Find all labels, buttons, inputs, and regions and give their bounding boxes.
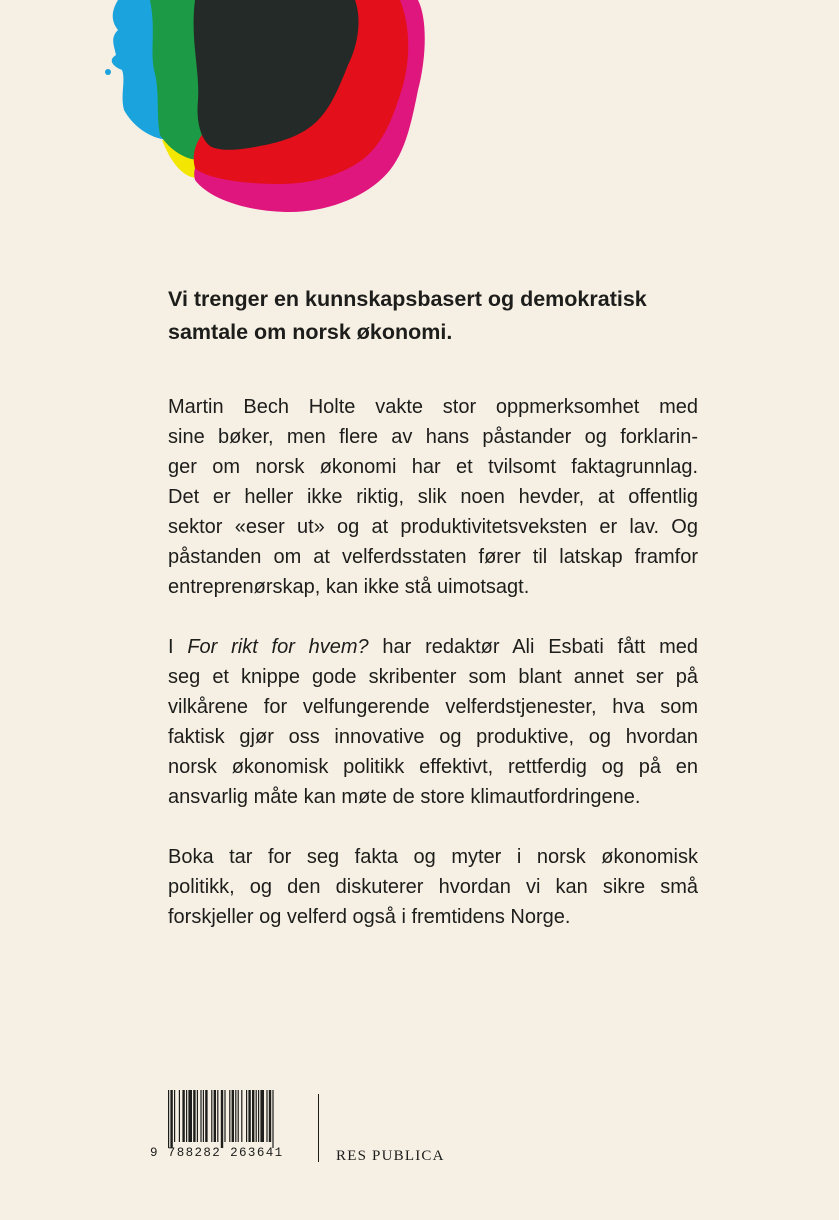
- paragraph-line: faktisk gjør oss innovative og produktive, og hvordan: [168, 726, 698, 748]
- barcode-bar: [269, 1090, 271, 1142]
- paragraph-line: forskjeller og velferd også i fremtidens Norge.: [168, 906, 571, 928]
- barcode-bar: [238, 1090, 239, 1142]
- barcode-bar: [168, 1090, 169, 1148]
- paragraph-line: [168, 632, 698, 662]
- barcode-bar: [211, 1090, 212, 1142]
- publisher-divider: [318, 1094, 319, 1162]
- barcode-bars: [150, 1090, 310, 1148]
- paragraph-line: seg et knippe gode skribenter som blant annet ser på: [168, 666, 698, 688]
- isbn-digits: 9 788282 263641: [150, 1146, 284, 1160]
- barcode-bar: [188, 1090, 192, 1142]
- paragraph-line: politikk, og den diskuterer hvordan vi kan sikre små: [168, 876, 698, 898]
- lead-text: [168, 283, 698, 349]
- paragraph-line: Martin Bech Holte vakte stor oppmerksomhet med: [168, 396, 698, 418]
- barcode-bar: [217, 1090, 218, 1142]
- paragraph-line: ansvarlig måte kan møte de store klimautfordringene.: [168, 786, 641, 808]
- barcode-bar: [193, 1090, 195, 1142]
- barcode-bar: [174, 1090, 175, 1142]
- barcode-bar: [260, 1090, 264, 1142]
- barcode-bar: [186, 1090, 187, 1142]
- barcode-bar: [241, 1090, 242, 1142]
- barcode-bar: [229, 1090, 230, 1142]
- barcode-bar: [197, 1090, 198, 1142]
- barcode-bar: [214, 1090, 216, 1142]
- paragraph-line: norsk økonomisk politikk effektivt, rettferdig og på en: [168, 756, 698, 778]
- paragraph-line: vilkårene for velfungerende velferdstjenester, hva som: [168, 696, 698, 718]
- paragraph-line: entreprenørskap, kan ikke stå uimotsagt.: [168, 576, 530, 598]
- barcode-bar: [256, 1090, 257, 1142]
- back-cover-text: [168, 283, 698, 932]
- barcode-bar: [200, 1090, 201, 1142]
- barcode-bar: [246, 1090, 247, 1142]
- barcode-bar: [272, 1090, 273, 1148]
- lead-line: Vi trenger en kunnskapsbasert og demokratisk: [168, 287, 647, 311]
- isbn-barcode: [150, 1090, 310, 1170]
- barcode-bar: [221, 1090, 223, 1148]
- paragraph-1: [168, 392, 698, 602]
- paragraph-line: påstanden om at velferdsstaten fører til latskap framfor: [168, 546, 698, 568]
- paragraph-3: [168, 842, 698, 932]
- paragraph-line: sine bøker, men flere av hans påstander og forklarin-: [168, 426, 698, 448]
- paragraph-2: [168, 632, 698, 812]
- barcode-bar: [266, 1090, 267, 1142]
- paragraph-line: sektor «eser ut» og at produktivitetsveksten er lav. Og: [168, 516, 698, 538]
- paragraph-line: Det er heller ikke riktig, slik noen hevder, at offentlig: [168, 486, 698, 508]
- barcode-bar: [224, 1090, 225, 1142]
- line-prefix: I: [168, 636, 188, 658]
- barcode-bar: [232, 1090, 234, 1142]
- barcode-bar: [179, 1090, 180, 1142]
- line-suffix: har redaktør Ali Esbati fått med: [368, 636, 699, 658]
- barcode-bar: [182, 1090, 184, 1142]
- barcode-bar: [235, 1090, 236, 1142]
- barcode-bar: [170, 1090, 172, 1148]
- paragraph-line: ger om norsk økonomi har et tvilsomt faktagrunnlag.: [168, 456, 698, 478]
- barcode-bar: [203, 1090, 204, 1142]
- book-title: For rikt for hvem?: [187, 636, 369, 658]
- color-splash-art: [100, 0, 440, 220]
- cyan-droplet: [105, 69, 111, 75]
- barcode-bar: [205, 1090, 207, 1142]
- paragraph-line: Boka tar for seg fakta og myter i norsk økonomisk: [168, 846, 698, 868]
- barcode-bar: [258, 1090, 259, 1142]
- cyan-droplet: [112, 58, 116, 62]
- barcode-bar: [252, 1090, 254, 1142]
- barcode-bar: [248, 1090, 250, 1142]
- publisher-name: RES PUBLICA: [336, 1148, 445, 1164]
- lead-line: samtale om norsk økonomi.: [168, 320, 453, 344]
